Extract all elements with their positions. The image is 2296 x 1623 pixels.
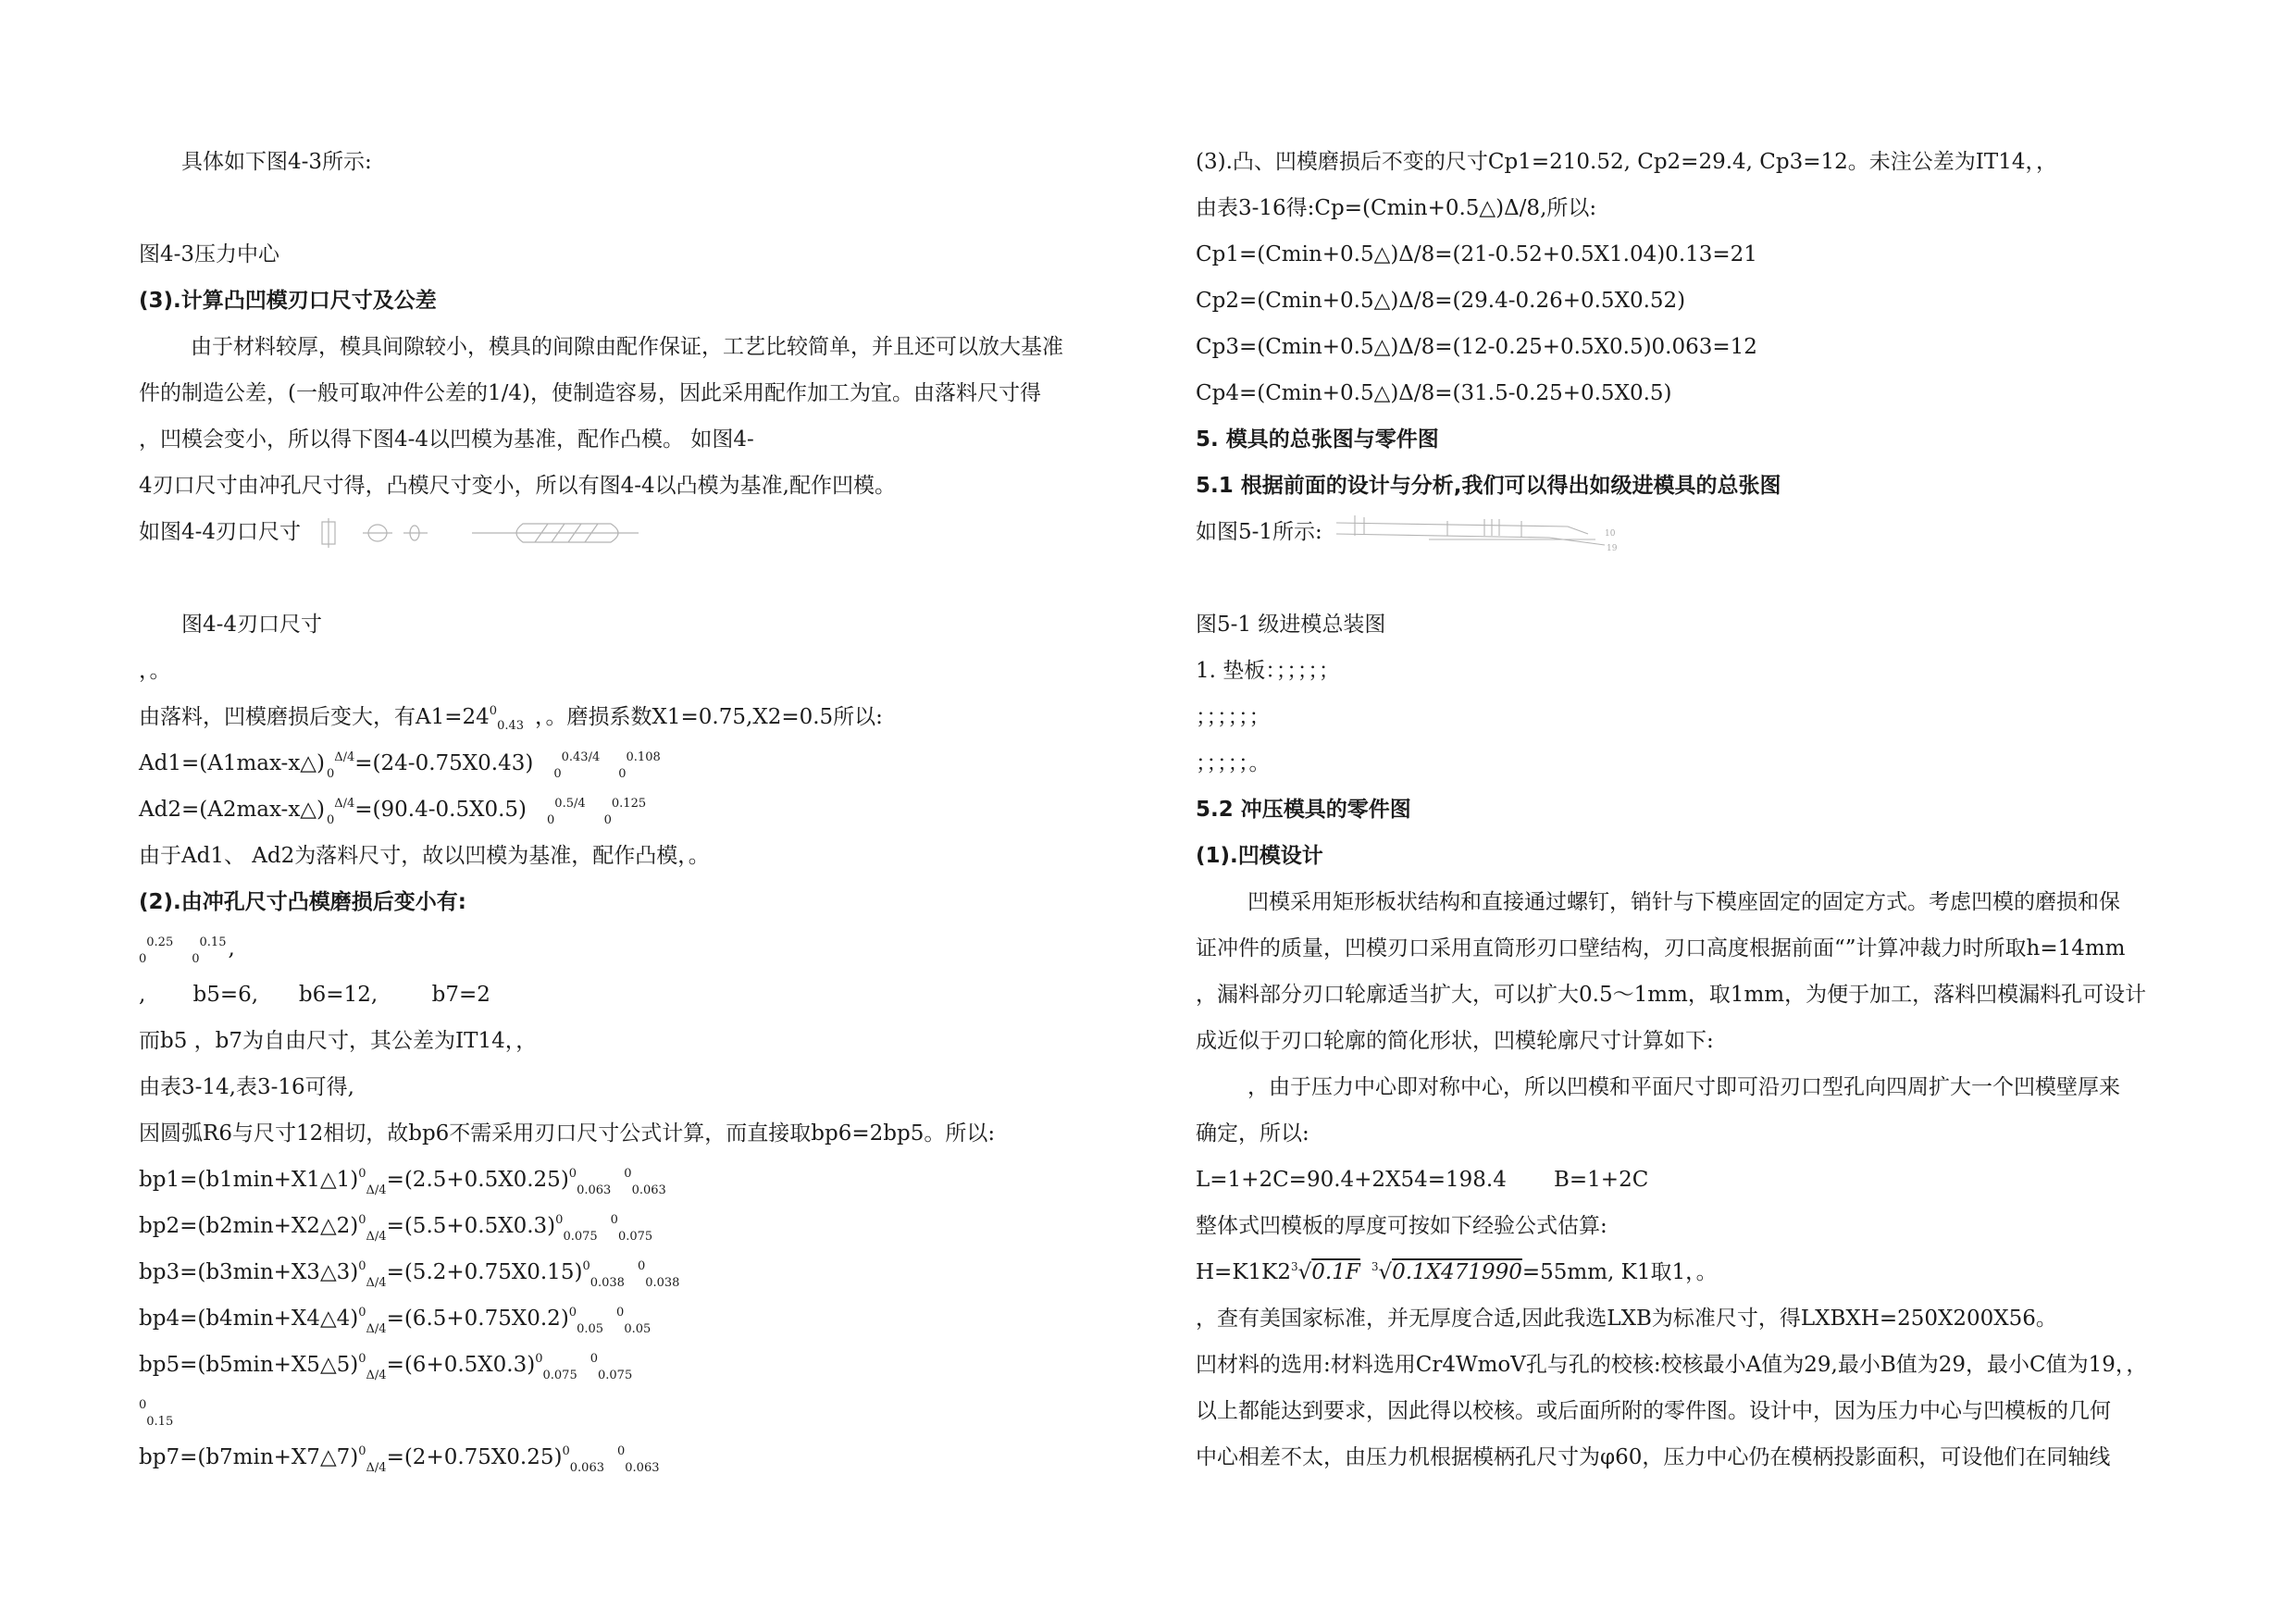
figure-5-1-intro: 如图5-1所示: 10 19 [1196,509,2204,555]
formula-cp4: Cp4=(Cmin+0.5△)Δ/8=(31.5-0.25+0.5X0.5) [1196,381,1672,405]
right-column [1196,139,2204,1481]
paragraph-line: 中心相差不太，由压力机根据模柄孔尺寸为φ60，压力中心仍在模柄投影面积，可设他们在同轴线 [1196,1445,2111,1469]
cp-formula-source: 由表3-16得:Cp=(Cmin+0.5△)Δ/8,所以: [1196,196,1597,220]
blanking-line: 由落料，凹模磨损后变大，有$A1=24^0_{0.43}$ ，。磨损系数X1=0.75,X2=0.5所以: [139,704,883,733]
thickness-line: 整体式凹模板的厚度可按如下经验公式估算: [1196,1214,1607,1238]
paragraph-line: ，凹模会变小，所以得下图4-4以凹模为基准，配作凸模。 如图4- [139,427,754,452]
left-column [139,139,1148,1481]
section-5-heading: 5. 模具的总张图与零件图 [1196,427,1439,452]
section-5-1-heading: 5.1 根据前面的设计与分析,我们可以得出如级进模具的总张图 [1196,474,1781,498]
free-dimension-line: 而b5 ，b7为自由尺寸，其公差为IT14，， [139,1029,538,1053]
paragraph-line: ，漏料部分刃口轮廓适当扩大，可以扩大0.5～1mm，取1mm，为便于加工，落料凹模漏料孔可设计 [1196,983,2147,1007]
formula-bp2: $bp2=(b2\min+X2\triangle 2)^0_{\Delta/4}=(5.5+0.5X0.3)^0_{0.075}^0_{0.075}$ [139,1213,653,1244]
section-5-2-1-heading: (1).凹模设计 [1196,844,1323,868]
bp6-tolerance: $^0_{0.15}$ [139,1398,174,1429]
figure-4-4-edge-sketch [315,514,648,551]
section-3-heading: (3).计算凸凹模刃口尺寸及公差 [139,289,437,313]
parts-line: ；；；；；； [1196,705,1271,729]
intro-line: 具体如下图4-3所示: [181,150,372,174]
figure-5-1-number: 19 [1607,544,1618,553]
formula-l-b: L=1+2C=90.4+2X54=198.4 B=1+2C [1196,1168,1649,1192]
paragraph-line: 件的制造公差，(一般可取冲件公差的1/4)，使制造容易，因此采用配作加工为宜。由落料尺寸得 [139,381,1041,405]
formula-bp5: $bp5=(b5\min+X5\triangle 5)^0_{\Delta/4}=(6+0.5X0.3)^0_{0.075}^0_{0.075}$ [139,1352,633,1382]
formula-cp1: Cp1=(Cmin+0.5△)Δ/8=(21-0.52+0.5X1.04)0.13=21 [1196,242,1757,266]
punctuation-line: ，。 [139,659,171,683]
figure-5-1-caption: 图5-1 级进模总装图 [1196,613,1386,637]
figure-4-4-intro: 如图4-4刃口尺寸 [139,509,1148,555]
paragraph-line: 4刃口尺寸由冲孔尺寸得，凸模尺寸变小，所以有图4-4以凸模为基准,配作凹模。 [139,474,896,498]
formula-cp2: Cp2=(Cmin+0.5△)Δ/8=(29.4-0.26+0.5X0.52) [1196,289,1686,313]
tables-line: 由表3-14,表3-16可得, [139,1075,354,1099]
section-2-heading: (2).由冲孔尺寸凸模磨损后变小有: [139,890,466,914]
paragraph-line: 确定，所以: [1196,1121,1309,1146]
formula-cp3: Cp3=(Cmin+0.5△)Δ/8=(12-0.25+0.5X0.5)0.063=12 [1196,335,1757,359]
parts-line: 1. 垫板：；；；；； [1196,659,1340,683]
material-line: 凹材料的选用:材料选用Cr4WmoV孔与孔的校核:校核最小A值为29,最小B值为29，最小C值为19，， [1196,1353,2148,1377]
figure-4-4-caption: 图4-4刃口尺寸 [181,613,323,637]
tolerance-line: $_0^{0.25}_0^{0.15}$, [139,935,235,966]
formula-bp3: $bp3=(b3\min+X3\triangle 3)^0_{\Delta/4}=(5.2+0.75X0.15)^0_{0.038}^0_{0.038}$ [139,1259,680,1290]
figure-5-1-number: 10 [1605,529,1616,539]
paragraph-line: 由于材料较厚，模具间隙较小，模具的间隙由配作保证，工艺比较简单，并且还可以放大基准 [191,335,1063,359]
cp-intro: (3).凸、凹模磨损后不变的尺寸Cp1=210.52, Cp2=29.4, Cp3=12。未注公差为IT14，， [1196,150,2057,174]
parts-line: ；；；；；。 [1196,751,1271,775]
paragraph-line: 以上都能达到要求，因此得以校核。或后面所附的零件图。设计中，因为压力中心与凹模板的几何 [1196,1399,2111,1423]
ad-note: 由于Ad1、 Ad2为落料尺寸，故以凹模为基准，配作凸模，。 [139,844,710,868]
formula-ad1: Ad1=(A1max-x△) $_0^{\Delta/4}$=(24-0.75X0.43) $_0^{0.43/4}_0^{0.108}$ [139,750,661,781]
paragraph-line: 凹模采用矩形板状结构和直接通过螺钉，销针与下模座固定的固定方式。考虑凹模的磨损和保 [1247,890,2120,914]
formula-bp7: $bp7=(b7\min+X7\triangle 7)^0_{\Delta/4}=(2+0.75X0.25)^0_{0.063}^0_{0.063}$ [139,1444,660,1475]
bp6-note: 因圆弧R6与尺寸12相切，故bp6不需采用刃口尺寸公式计算，而直接取bp6=2bp5。所以: [139,1121,996,1146]
formula-ad2: Ad2=(A2max-x△) $_0^{\Delta/4}$=(90.4-0.5X0.5) $_0^{0.5/4}_0^{0.125}$ [139,797,647,827]
standard-line: ，查有美国家标准，并无厚度合适,因此我选LXB为标准尺寸，得LXBXH=250X200X56。 [1196,1307,2057,1331]
paragraph-line: 成近似于刃口轮廓的简化形状，凹模轮廓尺寸计算如下: [1196,1029,1714,1053]
section-5-2-heading: 5.2 冲压模具的零件图 [1196,798,1411,822]
figure-5-1-assembly-sketch [1336,512,1632,554]
paragraph-line: 证冲件的质量，凹模刃口采用直筒形刃口壁结构，刃口高度根据前面“”计算冲裁力时所取h=14mm [1196,936,2126,960]
formula-bp1: $bp1=(b1\min+X1\triangle 1)^0_{\Delta/4}=(2.5+0.5X0.25)^0_{0.063}^0_{0.063}$ [139,1167,666,1197]
formula-h: $H=K1K2^3√0.1F$ $^3$√0.1X471990=55mm, K1取1，。 [1196,1260,1718,1284]
formula-bp4: $bp4=(b4\min+X4\triangle 4)^0_{\Delta/4}=(6.5+0.75X0.2)^0_{0.05}^0_{0.05}$ [139,1306,652,1336]
paragraph-line: ，由于压力中心即对称中心，所以凹模和平面尺寸即可沿刃口型孔向四周扩大一个凹模壁厚来 [1247,1075,2120,1099]
figure-4-3-caption: 图4-3压力中心 [139,242,280,266]
b-values-line: , b5=6, b6=12, b7=2 [139,983,490,1007]
